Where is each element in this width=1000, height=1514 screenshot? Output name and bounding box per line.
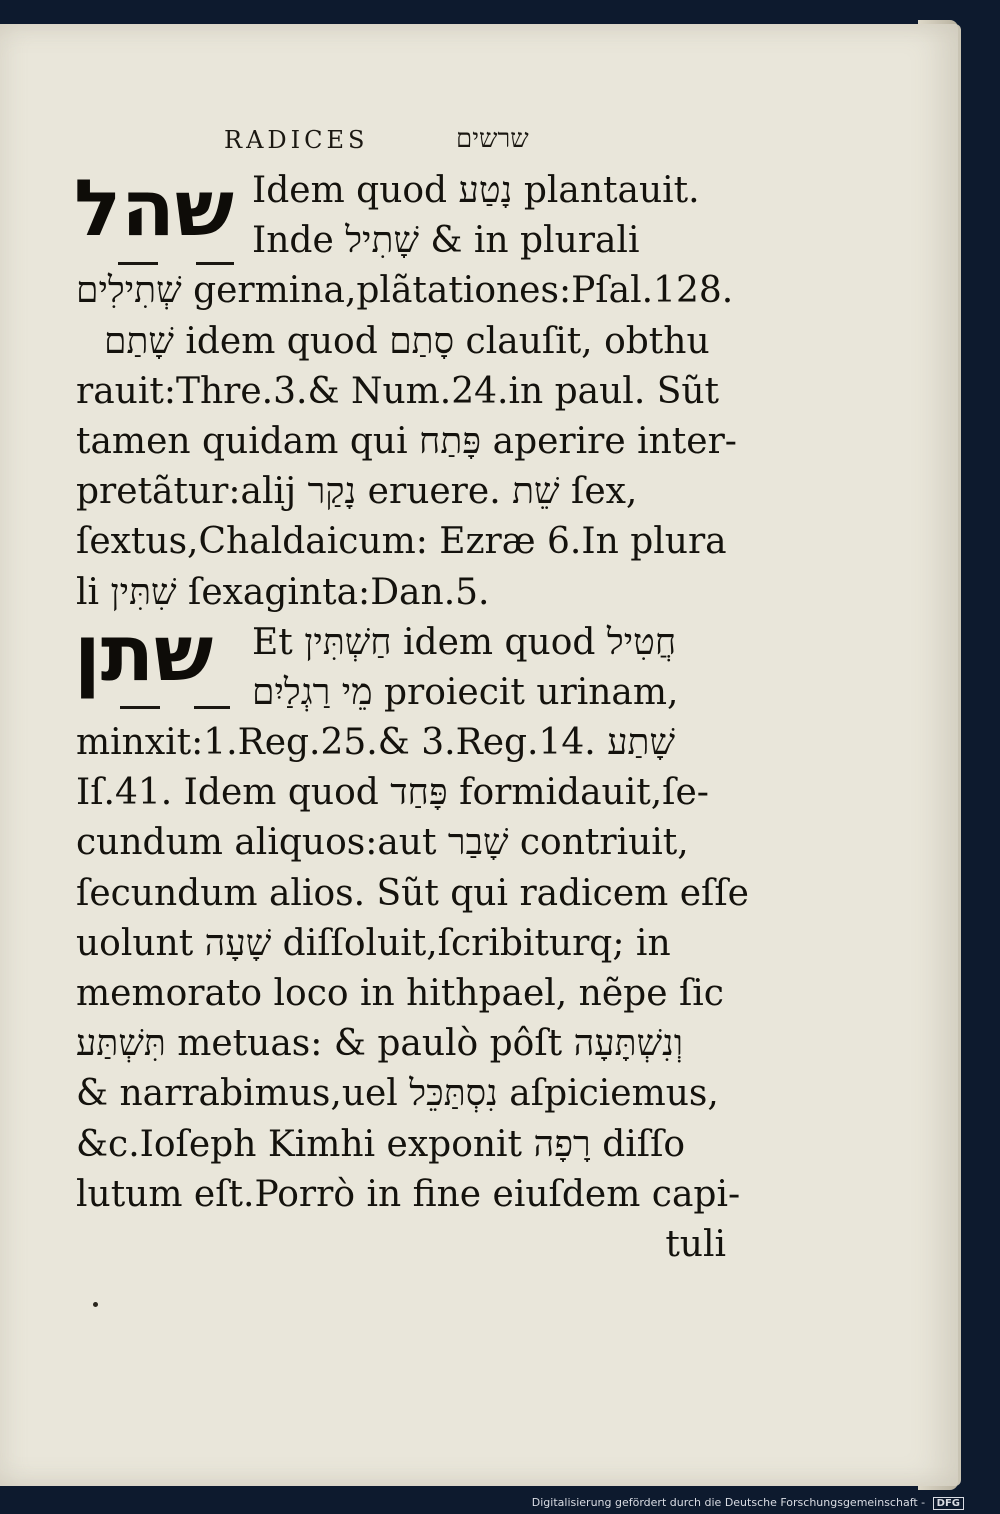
ink-speck — [93, 1302, 98, 1307]
text-line: & narrabimus,uel נִסְתַּכֵּל aſpiciemus, — [76, 1073, 719, 1115]
text-line: &c.Ioſeph Kimhi exponit רָפָה diſſo — [76, 1123, 686, 1165]
text-line: ſecundum alios. Sũt qui radicem eſſe — [76, 872, 749, 914]
text-line: cundum aliquos:aut שָׁבַר contriuit, — [76, 822, 689, 864]
header-latin: RADICES — [224, 126, 369, 154]
text-line: pretãtur:alij נָקַר eruere. שֵׁת ſex, — [76, 471, 638, 513]
text-line: minxit:1.Reg.25.& 3.Reg.14. שָׁתַע — [76, 722, 676, 764]
header-hebrew: שרשים — [456, 124, 529, 154]
dropcap-entry-2: שתן — [74, 609, 214, 699]
text-line: תִּשְׁתַּע metuas: & paulò pôſt וְנִשְׁתָּעָה — [76, 1023, 684, 1065]
digitization-footer — [532, 1496, 964, 1510]
text-line: rauit:Thre.3.& Num.24.in paul. Sũt — [76, 370, 720, 412]
text-line: מֵי רַגְלַיִם proiecit urinam, — [252, 671, 679, 713]
running-header — [224, 124, 644, 164]
text-line: li שִׁתִּין ſexaginta:Dan.5. — [76, 571, 490, 613]
text-line: שָׁתַם idem quod סָתַם clauſit, obthu — [104, 320, 710, 362]
catchword: tuli — [665, 1223, 726, 1265]
text-line: Inde שָׁתִיל & in plurali — [252, 220, 640, 262]
text-line: tamen quidam qui פָּתַח aperire inter- — [76, 420, 737, 462]
text-line: Idem quod נָטַע plantauit. — [252, 170, 700, 211]
text-line: Et חַשְׁתִּין idem quod חֲטִיל — [252, 621, 677, 663]
dropcap-entry-1: שהל — [74, 164, 234, 254]
text-line: שְׁתִילִים germina,plãtationes:Pſal.128. — [76, 270, 734, 312]
footer-text: Digitalisierung gefördert durch die Deutsche Forschungsgemeinschaft - — [531, 1496, 926, 1509]
text-line: lutum eſt.Porrò in fine eiuſdem capi- — [76, 1173, 741, 1215]
dfg-logo: DFG — [933, 1497, 964, 1510]
text-line: ſextus,Chaldaicum: Ezræ 6.In plura — [76, 521, 727, 563]
body-text — [76, 166, 749, 1270]
text-line: Iſ.41. Idem quod פָּחַד formidauit,ſe- — [76, 772, 709, 814]
text-line: memorato loco in hithpael, nẽpe ſic — [76, 973, 724, 1014]
text-line: uolunt שָׁעָה diſſoluit,ſcribiturq; in — [76, 922, 671, 964]
